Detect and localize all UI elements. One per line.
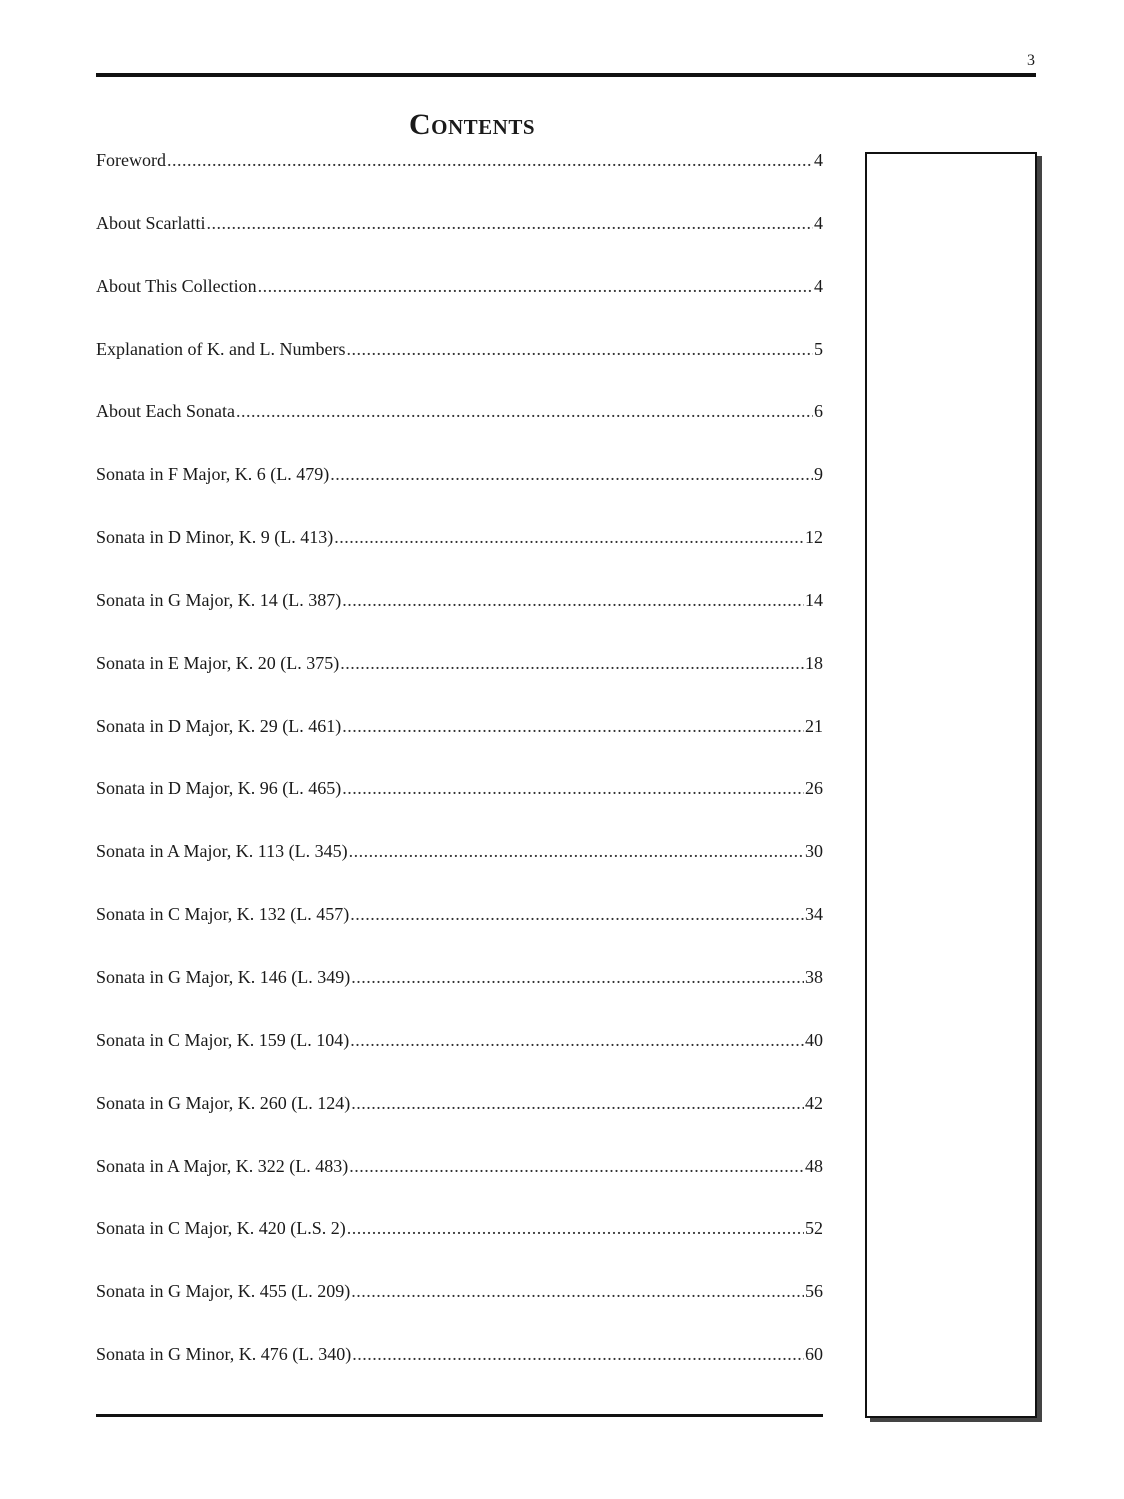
toc-entry-page: 26: [805, 778, 823, 799]
toc-leader-dots: [349, 1152, 804, 1180]
toc-entry-page: 14: [805, 589, 823, 610]
toc-entry-label: Sonata in C Major, K. 132 (L. 457): [96, 904, 350, 925]
toc-leader-dots: [350, 1026, 804, 1054]
toc-entry-page: 60: [805, 1344, 823, 1365]
toc-entry-label: Sonata in E Major, K. 20 (L. 375): [96, 652, 340, 673]
toc-entry-page: 34: [805, 904, 823, 925]
toc-entry-page: 56: [805, 1281, 823, 1302]
toc-leader-dots: [167, 146, 813, 174]
toc-entry-page: 5: [814, 338, 823, 359]
toc-entry-label: Sonata in D Major, K. 96 (L. 465): [96, 778, 342, 799]
toc-entry-label: About Scarlatti: [96, 212, 206, 233]
toc-entry-page: 38: [805, 966, 823, 987]
toc-entry-page: 42: [805, 1092, 823, 1113]
toc-entry-page: 30: [805, 841, 823, 862]
toc-entry[interactable]: [96, 774, 823, 837]
toc-entry[interactable]: [96, 837, 823, 900]
table-of-contents: [96, 146, 823, 1403]
side-panel-box: [865, 152, 1037, 1418]
toc-leader-dots: [334, 523, 804, 551]
toc-entry-label: Sonata in D Minor, K. 9 (L. 413): [96, 527, 334, 548]
toc-leader-dots: [258, 272, 813, 300]
toc-entry[interactable]: [96, 1277, 823, 1340]
toc-entry[interactable]: [96, 1026, 823, 1089]
toc-leader-dots: [342, 712, 804, 740]
toc-entry-page: 12: [805, 527, 823, 548]
toc-entry-page: 52: [805, 1218, 823, 1239]
toc-leader-dots: [351, 1089, 804, 1117]
page-number: 3: [1027, 52, 1035, 69]
toc-entry-label: Foreword: [96, 150, 166, 170]
toc-entry-label: Sonata in F Major, K. 6 (L. 479): [96, 464, 330, 485]
toc-entry[interactable]: [96, 649, 823, 712]
toc-entry-page: 4: [814, 212, 823, 233]
toc-entry-label: Sonata in A Major, K. 113 (L. 345): [96, 841, 348, 862]
toc-entry-page: 4: [814, 275, 823, 296]
toc-leader-dots: [342, 586, 804, 614]
toc-entry-page: 18: [805, 652, 823, 673]
bottom-rule: [96, 1414, 823, 1417]
toc-entry[interactable]: [96, 146, 823, 209]
toc-entry-page: 21: [805, 715, 823, 736]
toc-leader-dots: [347, 1214, 804, 1242]
toc-entry[interactable]: [96, 1340, 823, 1403]
toc-leader-dots: [351, 963, 804, 991]
toc-leader-dots: [236, 397, 813, 425]
toc-entry-label: About This Collection: [96, 275, 257, 296]
toc-entry-label: Sonata in G Major, K. 260 (L. 124): [96, 1092, 351, 1113]
toc-entry[interactable]: [96, 1089, 823, 1152]
toc-leader-dots: [330, 460, 813, 488]
toc-entry-label: Sonata in D Major, K. 29 (L. 461): [96, 715, 342, 736]
toc-leader-dots: [351, 1277, 804, 1305]
toc-entry-label: Sonata in A Major, K. 322 (L. 483): [96, 1155, 349, 1176]
toc-entry-page: 4: [814, 150, 823, 170]
toc-leader-dots: [206, 209, 813, 237]
toc-entry[interactable]: [96, 900, 823, 963]
toc-leader-dots: [350, 900, 804, 928]
toc-leader-dots: [340, 649, 804, 677]
toc-leader-dots: [346, 335, 813, 363]
toc-entry-page: 48: [805, 1155, 823, 1176]
toc-entry[interactable]: [96, 963, 823, 1026]
toc-entry[interactable]: [96, 712, 823, 775]
toc-entry-label: Sonata in G Major, K. 14 (L. 387): [96, 589, 342, 610]
toc-entry[interactable]: [96, 586, 823, 649]
toc-entry-label: Sonata in G Minor, K. 476 (L. 340): [96, 1344, 352, 1365]
toc-entry[interactable]: [96, 397, 823, 460]
toc-leader-dots: [342, 774, 804, 802]
toc-entry[interactable]: [96, 460, 823, 523]
toc-entry-label: Sonata in G Major, K. 455 (L. 209): [96, 1281, 351, 1302]
toc-entry[interactable]: [96, 335, 823, 398]
toc-leader-dots: [352, 1340, 804, 1368]
toc-entry-page: 40: [805, 1029, 823, 1050]
toc-entry[interactable]: [96, 1152, 823, 1215]
toc-entry-label: Sonata in C Major, K. 159 (L. 104): [96, 1029, 350, 1050]
toc-entry[interactable]: [96, 523, 823, 586]
toc-entry-label: Sonata in C Major, K. 420 (L.S. 2): [96, 1218, 346, 1239]
toc-leader-dots: [349, 837, 804, 865]
toc-entry[interactable]: [96, 209, 823, 272]
top-rule: [96, 73, 1036, 77]
toc-entry[interactable]: [96, 272, 823, 335]
toc-entry-label: Sonata in G Major, K. 146 (L. 349): [96, 966, 351, 987]
page-title: Contents: [408, 108, 536, 141]
toc-entry-page: 6: [814, 401, 823, 422]
toc-entry-label: Explanation of K. and L. Numbers: [96, 338, 346, 359]
toc-entry[interactable]: [96, 1214, 823, 1277]
toc-entry-label: About Each Sonata: [96, 401, 235, 422]
toc-entry-page: 9: [814, 464, 823, 485]
